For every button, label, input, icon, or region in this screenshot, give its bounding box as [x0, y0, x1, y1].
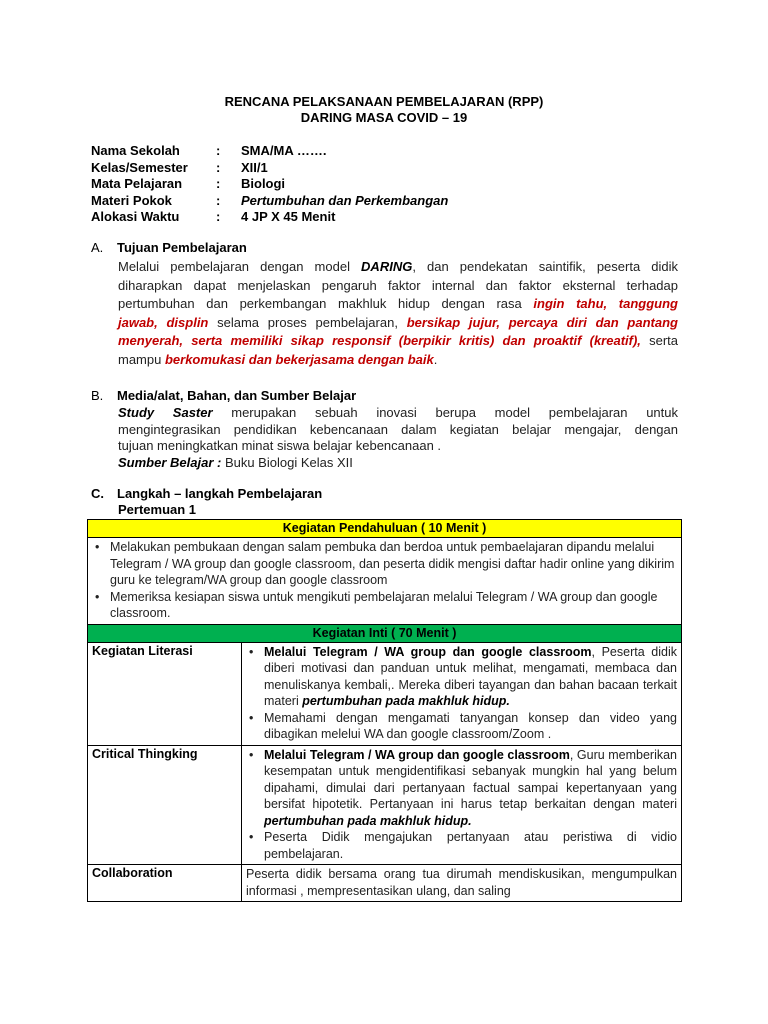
section-title: Langkah – langkah Pembelajaran: [117, 486, 323, 501]
bullet-list: [92, 539, 677, 622]
pendahuluan-header: Kegiatan Pendahuluan ( 10 Menit ): [88, 520, 682, 538]
text-run: Study Saster: [118, 405, 213, 420]
section-title: Tujuan Pembelajaran: [117, 240, 247, 255]
text-run: pertumbuhan pada makhluk hidup.: [302, 694, 510, 708]
list-item: • Memeriksa kesiapan siswa untuk mengikuti pembelajaran melalui Telegram / WA group dan google classroom.: [92, 589, 677, 622]
paragraph-line: [118, 405, 678, 422]
identity-value: Biologi: [241, 176, 286, 191]
list-item: [246, 644, 677, 710]
table-row: [88, 642, 682, 745]
identity-key: Alokasi Waktu: [91, 209, 180, 224]
text-run: serta: [640, 333, 678, 349]
section-b-paragraph: [118, 405, 678, 471]
table-row: [88, 624, 682, 642]
paragraph-line: [118, 314, 678, 333]
identity-block: [91, 143, 448, 226]
text-run: pertumbuhan pada makhluk hidup.: [264, 813, 472, 828]
meeting-label: Pertemuan 1: [118, 502, 197, 517]
identity-separator: :: [216, 176, 221, 191]
document-subtitle: DARING MASA COVID – 19: [300, 110, 468, 125]
text-run: DARING: [361, 259, 413, 274]
text-run: bersikap jujur, percaya diri dan pantang: [406, 314, 678, 330]
identity-key: Nama Sekolah: [91, 143, 180, 158]
list-item: • Memahami dengan mengamati tanyangan konsep dan video yang dibagikan melelui WA dan google classroom/Zoom .: [246, 710, 677, 743]
text-run: , Peserta didik diberi motivasi dan panduan untuk melihat, mengamati, membaca dan menuliskanya kembali,. Mereka diberi tayangan dan bahan bacaan terkait materi: [264, 644, 677, 708]
row-label-critical: Critical Thingking: [88, 745, 242, 865]
paragraph-line: [118, 455, 678, 472]
text-run: pertumbuhan dan perkembangan makhluk hidup dengan rasa: [118, 296, 534, 312]
table-row: [88, 865, 682, 902]
paragraph-line: [118, 258, 678, 277]
text-run: Melalui Telegram / WA group dan google classroom: [264, 747, 570, 762]
identity-separator: :: [216, 143, 221, 158]
learning-steps-table: [87, 519, 682, 902]
paragraph-line: mengintegrasikan pendidikan kebencanaan dalam kegiatan belajar mengajar, dengan: [118, 421, 678, 437]
section-letter: A.: [91, 240, 104, 255]
document-title: RENCANA PELAKSANAAN PEMBELAJARAN (RPP): [224, 94, 544, 109]
text-run: jawab, displin: [118, 314, 209, 330]
paragraph-line: tujuan meningkatkan minat siswa belajar kebencanaan .: [118, 438, 442, 453]
text-run: Sumber Belajar :: [118, 454, 222, 470]
identity-row-subject: [91, 176, 448, 193]
text-run: mampu: [118, 351, 165, 367]
section-a-paragraph: [118, 258, 678, 370]
identity-row-class: [91, 160, 448, 177]
section-c-heading: [91, 486, 322, 502]
identity-value: 4 JP X 45 Menit: [241, 209, 336, 224]
identity-row-school: [91, 143, 448, 160]
literasi-cell: [242, 642, 682, 745]
inti-header: Kegiatan Inti ( 70 Menit ): [88, 624, 682, 642]
identity-value: Pertumbuhan dan Perkembangan: [241, 192, 449, 208]
critical-cell: [242, 745, 682, 865]
section-letter: C.: [91, 486, 104, 501]
identity-value: XII/1: [241, 159, 268, 175]
text-run: berkomukasi dan bekerjasama dengan baik: [164, 351, 434, 367]
table-row: [88, 520, 682, 538]
text-run: merupakan sebuah inovasi berupa model pembelajaran untuk: [212, 405, 678, 420]
identity-row-time: [91, 209, 448, 226]
paragraph-line: [118, 332, 678, 351]
section-title: Media/alat, Bahan, dan Sumber Belajar: [117, 388, 357, 403]
text-run: Buku Biologi Kelas XII: [221, 454, 353, 470]
identity-separator: :: [216, 192, 221, 208]
identity-key: Materi Pokok: [91, 192, 172, 208]
identity-value: SMA/MA …….: [241, 143, 327, 158]
section-letter: B.: [91, 388, 104, 403]
pendahuluan-cell: [88, 538, 682, 625]
text-run: selama proses pembelajaran,: [208, 314, 407, 330]
list-item: • Peserta Didik mengajukan pertanyaan atau peristiwa di vidio pembelajaran.: [246, 829, 677, 862]
row-label-collaboration: Collaboration: [88, 865, 242, 902]
bullet-list: [246, 644, 677, 743]
text-run: Melalui Telegram / WA group dan google classroom: [264, 644, 592, 659]
section-b-heading: [91, 388, 356, 404]
bullet-list: [246, 747, 677, 863]
text-run: menyerah, serta memiliki sikap responsif (berpikir kritis) dan proaktif (kreatif),: [118, 333, 641, 349]
text-run: Melalui pembelajaran dengan model: [118, 259, 362, 274]
identity-separator: :: [216, 159, 221, 175]
identity-row-topic: [91, 193, 448, 210]
identity-key: Mata Pelajaran: [91, 176, 183, 191]
table-row: [88, 538, 682, 625]
paragraph-line: [118, 351, 678, 370]
text-run: , Guru memberikan kesempatan untuk mengidentifikasi sebanyak mungkin hal yang belum dipahami, dimulai dari pertanyaan factual sampai kepertanyaan yang bersifat hipotetik. Pertanyaan ini harus tetap berkaitan dengan materi: [264, 747, 677, 811]
collaboration-cell: Peserta didik bersama orang tua dirumah mendiskusikan, mengumpulkan informasi , mempresentasikan ulang, dan saling: [242, 865, 682, 902]
paragraph-line: diharapkan dapat menjelaskan pengaruh faktor internal dan faktor eksternal terhadap: [118, 277, 678, 293]
list-item: • Melakukan pembukaan dengan salam pembuka dan berdoa untuk pembaelajaran dipandu melalui Telegram / WA group dan google classroom, dan peserta didik mengisi daftar hadir online yang dikirim guru ke telegram/WA group dan google classroom: [92, 539, 677, 589]
text-run: ingin tahu, tanggung: [533, 296, 678, 312]
identity-separator: :: [216, 209, 221, 224]
table-row: [88, 745, 682, 865]
row-label-literasi: Kegiatan Literasi: [88, 642, 242, 745]
list-item: [246, 747, 677, 830]
paragraph-line: [118, 295, 678, 314]
text-run: , dan pendekatan saintifik, peserta didik: [412, 259, 678, 274]
identity-key: Kelas/Semester: [91, 159, 188, 175]
text-run: .: [433, 351, 438, 367]
section-a-heading: [91, 240, 247, 256]
